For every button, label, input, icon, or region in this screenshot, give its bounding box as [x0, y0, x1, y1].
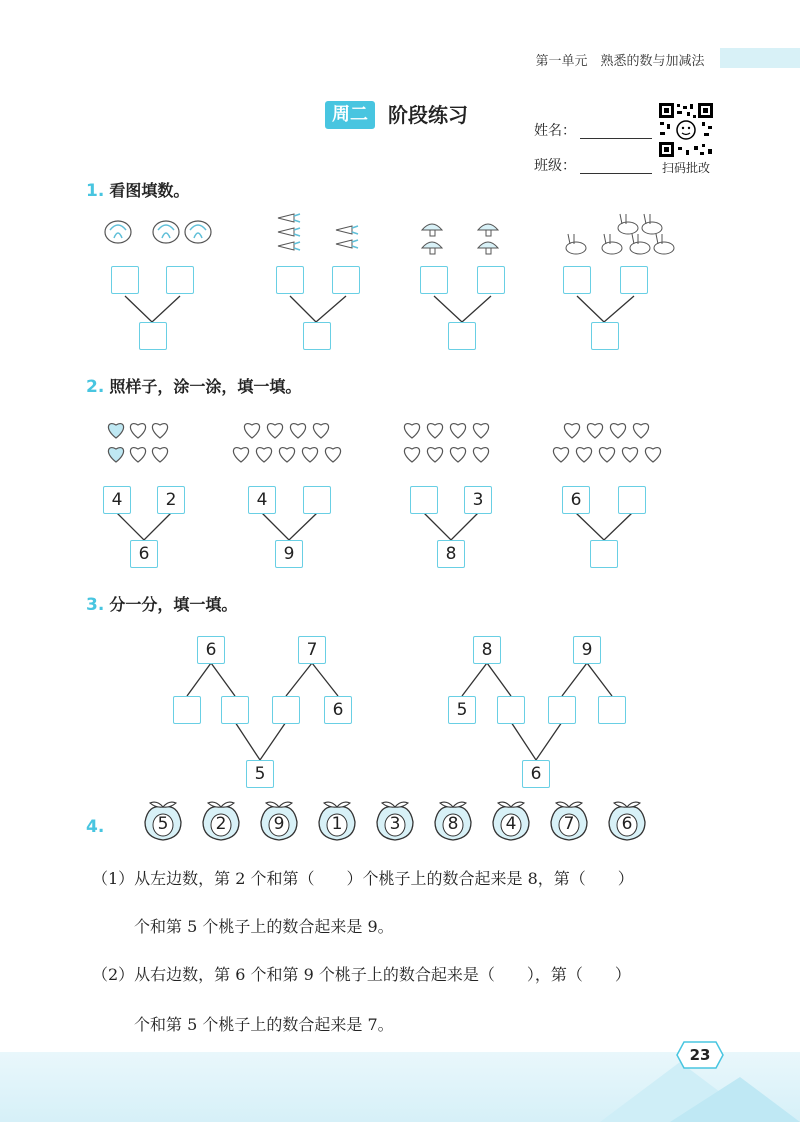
peach-number: 3 [389, 814, 401, 834]
peach-number: 7 [563, 814, 575, 834]
q2-g4-total-box[interactable] [590, 540, 618, 568]
q3-t2-mid-1-box[interactable]: 5 [448, 696, 476, 724]
name-label: 姓名： [534, 123, 576, 139]
q1-g1-left-box[interactable] [111, 266, 139, 294]
q3-t2-mid-4-box[interactable] [598, 696, 626, 724]
peach-number: 6 [621, 814, 633, 834]
q1-text: 看图填数。 [109, 181, 190, 200]
heart-icon [427, 448, 442, 462]
q2-number: 2. [86, 377, 105, 397]
class-label: 班级： [534, 158, 576, 174]
peach-number: 4 [505, 814, 517, 834]
peach-number: 2 [215, 814, 227, 834]
peach-number: 5 [157, 814, 169, 834]
heart-icon [244, 424, 259, 438]
heart-icon [610, 424, 625, 438]
peach-7 [488, 798, 534, 844]
q1-g2-total-box[interactable] [303, 322, 331, 350]
peach-4 [314, 798, 360, 844]
heart-icon [587, 424, 602, 438]
q3-t2-top-left-box[interactable]: 8 [473, 636, 501, 664]
q1-g3-right-box[interactable] [477, 266, 505, 294]
q2-heading [86, 374, 301, 397]
q1-g1-total-box[interactable] [139, 322, 167, 350]
heart-icon [302, 448, 317, 462]
heart-icon [450, 424, 465, 438]
q4-part2-line1: （2）从右边数，第 6 个和第 9 个桃子上的数合起来是（ ），第（ ） [92, 965, 631, 984]
heart-icon [404, 448, 419, 462]
q2-g1-left-box[interactable]: 4 [103, 486, 131, 514]
peach-number: 1 [331, 814, 343, 834]
page-title: 阶段练习 [388, 103, 468, 127]
heart-icon [233, 448, 248, 462]
heart-icon [152, 424, 167, 438]
q4-part2-line2: 个和第 5 个桃子上的数合起来是 7。 [134, 1015, 394, 1034]
q1-g3-total-box[interactable] [448, 322, 476, 350]
q2-g4-right-box[interactable] [618, 486, 646, 514]
q2-g3-right-box[interactable]: 3 [464, 486, 492, 514]
q3-t2-top-right-box[interactable]: 9 [573, 636, 601, 664]
peach-number: 9 [273, 814, 285, 834]
q2-g2-total-box[interactable]: 9 [275, 540, 303, 568]
heart-icon [450, 448, 465, 462]
q3-t1-mid-4-box[interactable]: 6 [324, 696, 352, 724]
q1-g1-right-box[interactable] [166, 266, 194, 294]
heart-icon [599, 448, 614, 462]
q4-number: 4. [86, 817, 105, 837]
heart-icon [279, 448, 294, 462]
heart-icon [473, 424, 488, 438]
heart-icon [404, 424, 419, 438]
q2-hearts [0, 410, 800, 470]
q4-part1-line1: （1）从左边数，第 2 个和第（ ）个桃子上的数合起来是 8，第（ ） [92, 869, 634, 888]
heart-icon [564, 424, 579, 438]
heart-icon [325, 448, 340, 462]
heart-icon [473, 448, 488, 462]
heart-icon [553, 448, 568, 462]
header-unit: 第一单元 [535, 54, 588, 69]
heart-icon [256, 448, 271, 462]
heart-icon [290, 424, 305, 438]
peach-9 [604, 798, 650, 844]
heart-icon [130, 424, 145, 438]
q1-g4-total-box[interactable] [591, 322, 619, 350]
q2-g2-left-box[interactable]: 4 [248, 486, 276, 514]
peach-number: 8 [447, 814, 459, 834]
q2-text: 照样子，涂一涂，填一填。 [109, 377, 302, 396]
peach-8 [546, 798, 592, 844]
heart-icon [633, 424, 648, 438]
q3-t1-mid-1-box[interactable] [173, 696, 201, 724]
qr-caption: 扫码批改 [661, 161, 710, 175]
q2-g2-right-box[interactable] [303, 486, 331, 514]
q3-number: 3. [86, 595, 105, 615]
heart-icon [108, 448, 123, 462]
peach-1 [140, 798, 186, 844]
heart-icon [130, 448, 145, 462]
q1-g2-right-box[interactable] [332, 266, 360, 294]
q1-g4-left-box[interactable] [563, 266, 591, 294]
q1-number: 1. [86, 181, 105, 201]
q1-g2-left-box[interactable] [276, 266, 304, 294]
q3-heading [86, 592, 237, 615]
q2-g1-right-box[interactable]: 2 [157, 486, 185, 514]
q3-t2-bottom-box[interactable]: 6 [522, 760, 550, 788]
q2-g4-left-box[interactable]: 6 [562, 486, 590, 514]
q2-g1-total-box[interactable]: 6 [130, 540, 158, 568]
heart-icon [108, 424, 123, 438]
q3-t2-mid-2-box[interactable] [497, 696, 525, 724]
q3-t1-mid-3-box[interactable] [272, 696, 300, 724]
q3-t2-mid-3-box[interactable] [548, 696, 576, 724]
q3-t1-mid-2-box[interactable] [221, 696, 249, 724]
heart-icon [267, 424, 282, 438]
heart-icon [313, 424, 328, 438]
q3-t1-top-left-box[interactable]: 6 [197, 636, 225, 664]
heart-icon [427, 424, 442, 438]
heart-icon [622, 448, 637, 462]
header-topic: 熟悉的数与加减法 [600, 54, 705, 69]
peach-5 [372, 798, 418, 844]
q2-g3-left-box[interactable] [410, 486, 438, 514]
q3-t1-bottom-box[interactable]: 5 [246, 760, 274, 788]
page-number: 23 [689, 1046, 711, 1064]
q3-t1-top-right-box[interactable]: 7 [298, 636, 326, 664]
q4-part1-line2: 个和第 5 个桃子上的数合起来是 9。 [134, 917, 394, 936]
q1-g3-left-box[interactable] [420, 266, 448, 294]
peach-3 [256, 798, 302, 844]
peach-6 [430, 798, 476, 844]
q4-peach-row [140, 798, 660, 848]
title-tag: 周二 [325, 101, 375, 129]
q2-g3-total-box[interactable]: 8 [437, 540, 465, 568]
heart-icon [576, 448, 591, 462]
heart-icon [152, 448, 167, 462]
q1-g4-right-box[interactable] [620, 266, 648, 294]
heart-icon [645, 448, 660, 462]
q3-text: 分一分，填一填。 [109, 595, 238, 614]
peach-2 [198, 798, 244, 844]
